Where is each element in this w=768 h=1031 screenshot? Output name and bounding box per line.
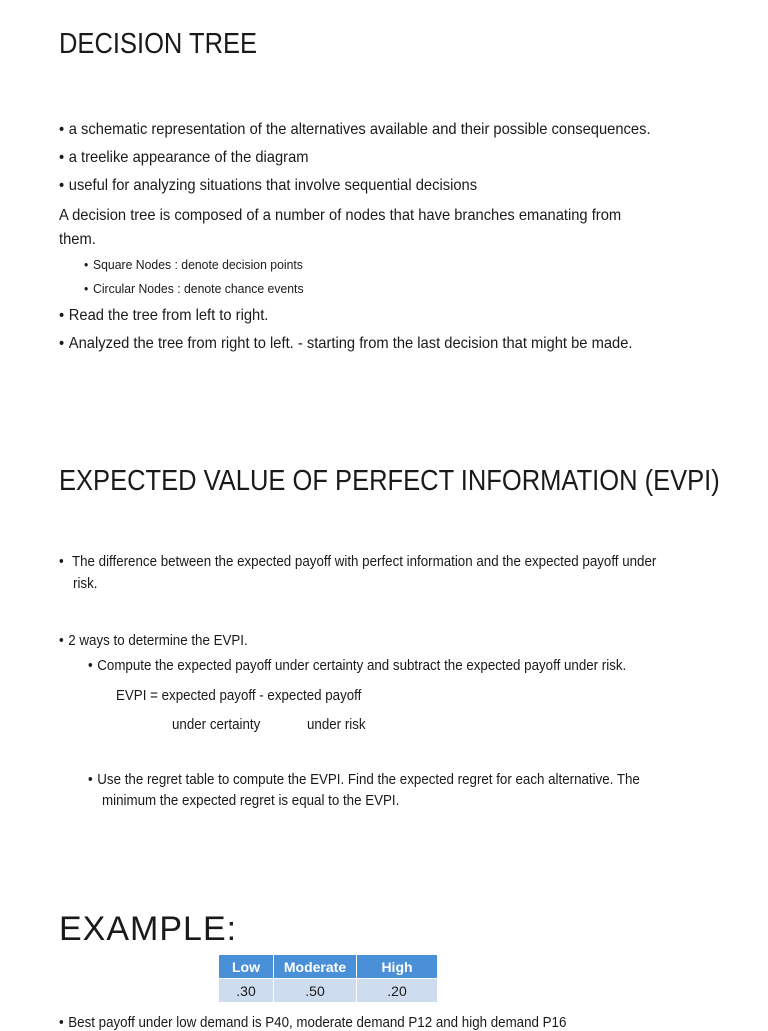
sub-list-item: • Circular Nodes : denote chance events	[84, 281, 304, 296]
sub-list-item: • Use the regret table to compute the EVPI. Find the expected regret for each alternative. The	[88, 772, 640, 788]
paragraph-line: minimum the expected regret is equal to the EVPI.	[102, 793, 400, 809]
paragraph-line: them.	[59, 231, 96, 248]
formula-label-risk: under risk	[307, 717, 366, 733]
table-row	[219, 979, 438, 1003]
bullet-icon: •	[88, 658, 93, 674]
sub-list-item: • Compute the expected payoff under certainty and subtract the expected payoff under risk.	[88, 658, 627, 674]
column-header-moderate: Moderate	[274, 955, 357, 979]
bullet-icon: •	[59, 149, 65, 166]
column-header-low: Low	[219, 955, 274, 979]
bullet-icon: •	[59, 121, 65, 138]
list-item: • The difference between the expected payoff with perfect information and the expected payoff under	[59, 554, 657, 570]
formula-line: EVPI = expected payoff - expected payoff	[116, 688, 362, 704]
bullet-icon: •	[88, 772, 93, 788]
paragraph-line: A decision tree is composed of a number of nodes that have branches emanating from	[59, 207, 622, 224]
paragraph-line: risk.	[73, 576, 98, 592]
table-cell: .20	[357, 979, 438, 1003]
bullet-icon: •	[59, 554, 64, 570]
decision-tree-title: DECISION TREE	[59, 28, 258, 60]
list-item: • Best payoff under low demand is P40, moderate demand P12 and high demand P16	[59, 1015, 567, 1031]
probability-table	[219, 955, 438, 1002]
table-cell: .50	[274, 979, 357, 1003]
table-header-row	[219, 955, 438, 979]
table-cell: .30	[219, 979, 274, 1003]
bullet-icon: •	[59, 1015, 64, 1031]
list-item: • useful for analyzing situations that involve sequential decisions	[59, 177, 478, 194]
bullet-icon: •	[59, 177, 65, 194]
bullet-icon: •	[84, 257, 89, 272]
list-item: • 2 ways to determine the EVPI.	[59, 633, 248, 649]
column-header-high: High	[357, 955, 438, 979]
formula-label-certainty: under certainty	[172, 717, 261, 733]
list-item: • a treelike appearance of the diagram	[59, 149, 309, 166]
bullet-icon: •	[59, 307, 65, 324]
sub-list-item: • Square Nodes : denote decision points	[84, 257, 303, 272]
bullet-icon: •	[59, 335, 65, 352]
example-title: EXAMPLE:	[59, 910, 238, 948]
evpi-title: EXPECTED VALUE OF PERFECT INFORMATION (EVPI)	[59, 465, 720, 497]
list-item: • Analyzed the tree from right to left. - starting from the last decision that might be made.	[59, 335, 633, 352]
bullet-icon: •	[84, 281, 89, 296]
list-item: • a schematic representation of the alternatives available and their possible consequences.	[59, 121, 651, 138]
bullet-icon: •	[59, 633, 64, 649]
list-item: • Read the tree from left to right.	[59, 307, 269, 324]
